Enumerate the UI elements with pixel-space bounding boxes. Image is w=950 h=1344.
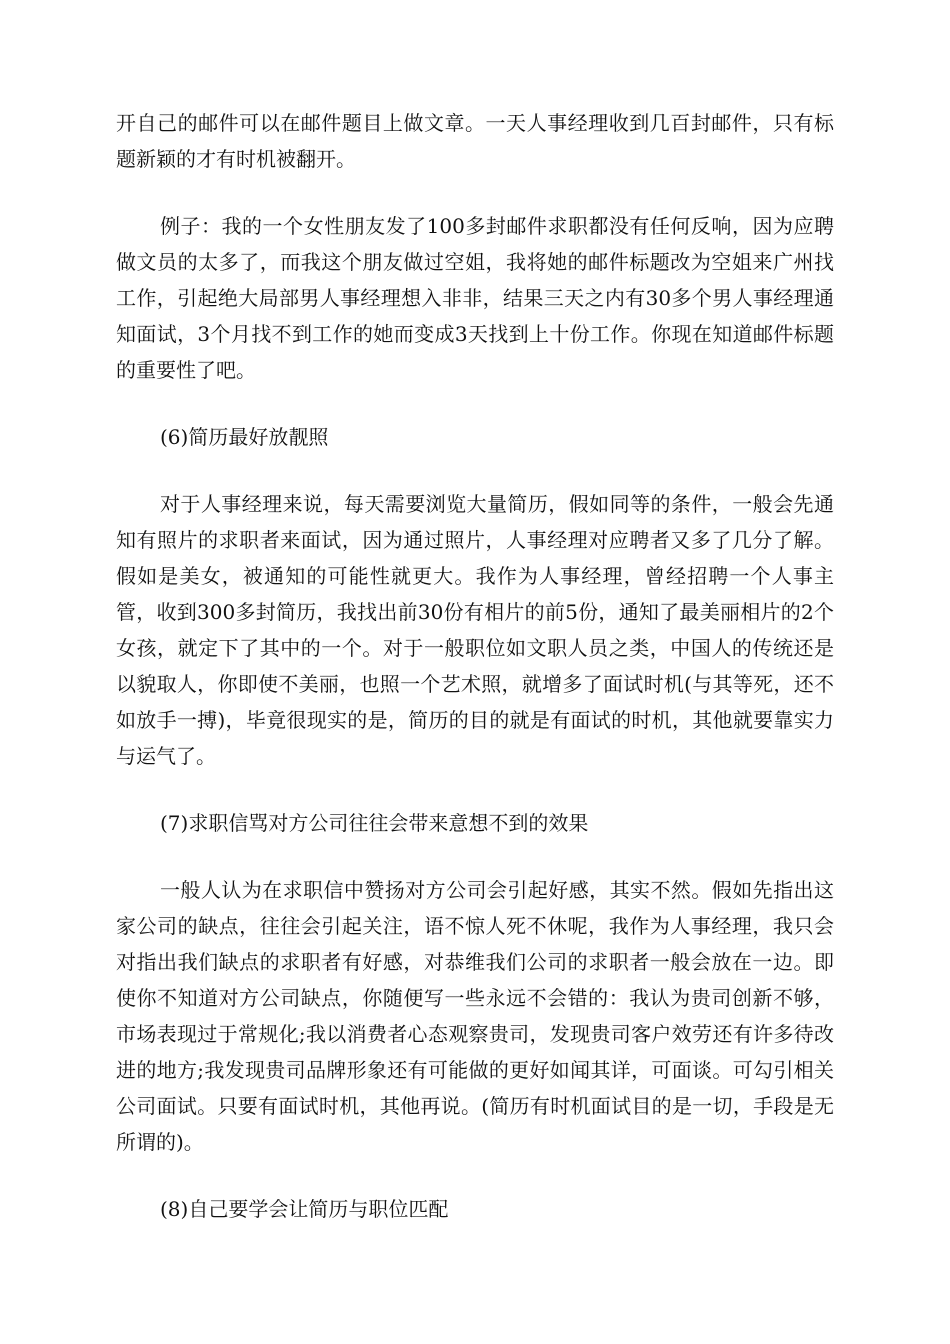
- section-heading-7: (7)求职信骂对方公司往往会带来意想不到的效果: [160, 811, 589, 835]
- paragraph-email-subject-continued: 开自己的邮件可以在邮件题目上做文章。一天人事经理收到几百封邮件，只有标题新颖的才有时机被翻开。: [116, 111, 834, 171]
- paragraph-photo-advice: 对于人事经理来说，每天需要浏览大量简历，假如同等的条件，一般会先通知有照片的求职者来面试，因为通过照片，人事经理对应聘者又多了几分了解。假如是美女，被通知的可能性就更大。我作为人事经理，曾经招聘一个人事主管，收到300多封简历，我找出前30份有相片的前5份，通知了最美丽相片的2个女孩，就定下了其中的一个。对于一般职位如文职人员之类，中国人的传统还是以貌取人，你即使不美丽，也照一个艺术照，就增多了面试时机(与其等死，还不如放手一搏)，毕竟很现实的是，简历的目的就是有面试的时机，其他就要靠实力与运气了。: [116, 492, 834, 768]
- section-heading-6: (6)简历最好放靓照: [160, 425, 329, 449]
- paragraph-example-stewardess: 例子：我的一个女性朋友发了100多封邮件求职都没有任何反响，因为应聘做文员的太多了，而我这个朋友做过空姐，我将她的邮件标题改为空姐来广州找工作，引起绝大局部男人事经理想入非非，结果三天之内有30多个男人事经理通知面试，3个月找不到工作的她而变成3天找到上十份工作。你现在知道邮件标题的重要性了吧。: [116, 214, 834, 382]
- section-heading-8: (8)自己要学会让简历与职位匹配: [160, 1197, 449, 1221]
- document-body: [116, 105, 834, 1258]
- paragraph-cover-letter-criticism: 一般人认为在求职信中赞扬对方公司会引起好感，其实不然。假如先指出这家公司的缺点，往往会引起关注，语不惊人死不休呢，我作为人事经理，我只会对指出我们缺点的求职者有好感，对恭维我们公司的求职者一般会放在一边。即使你不知道对方公司缺点，你随便写一些永远不会错的：我认为贵司创新不够，市场表现过于常规化;我以消费者心态观察贵司，发现贵司客户效劳还有许多待改进的地方;我发现贵司品牌形象还有可能做的更好如闻其详，可面谈。可勾引相关公司面试。只要有面试时机，其他再说。(简历有时机面试目的是一切，手段是无所谓的)。: [116, 878, 834, 1154]
